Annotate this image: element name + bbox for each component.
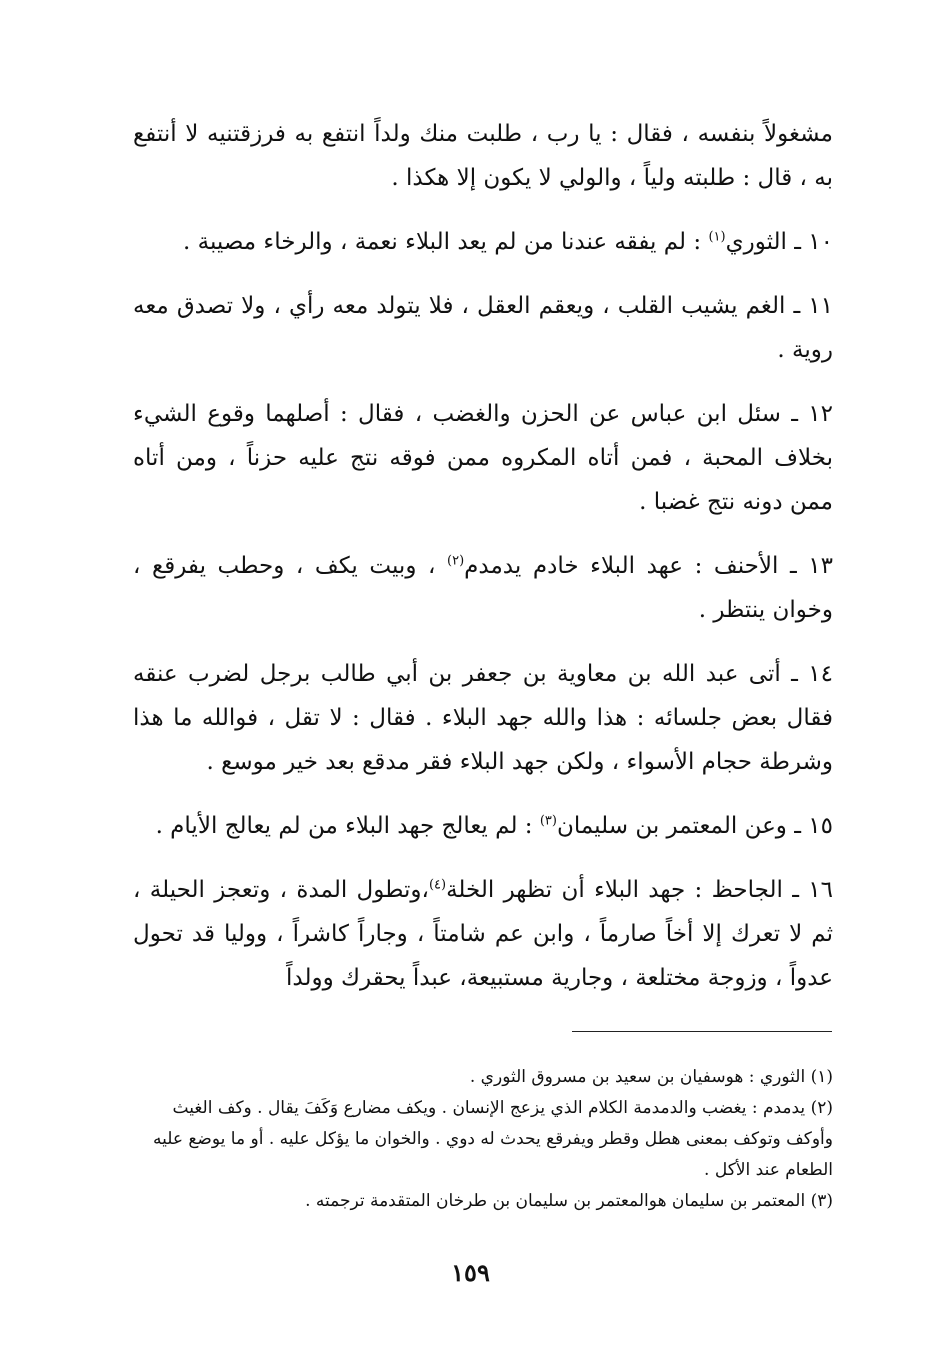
page-number: ١٥٩: [451, 1258, 490, 1287]
footnote-text: (٣) المعتمر بن سليمان هوالمعتمر بن سليمان بن طرخان المتقدمة ترجمته .: [305, 1191, 833, 1211]
paragraph-11: [133, 284, 833, 372]
footnote-ref-2[interactable]: (٢): [447, 553, 465, 569]
paragraph-continuation: [133, 112, 833, 200]
paragraph-16: [133, 868, 833, 1000]
footnote-ref-1[interactable]: (١): [708, 229, 726, 245]
paragraph-14: [133, 652, 833, 784]
paragraph-10: [133, 220, 833, 264]
footnote-ref-4[interactable]: (٤): [428, 877, 447, 893]
paragraph-text: : لم يفقه عندنا من لم يعد البلاء نعمة ، والرخاء مصيبة .: [183, 229, 709, 255]
footnote-3: [133, 1186, 833, 1217]
paragraph-text: ١١ ـ الغم يشيب القلب ، ويعقم العقل ، فلا يتولد معه رأي ، ولا تصدق معه روية .: [133, 293, 833, 363]
main-text: [133, 112, 833, 1020]
paragraph-15: [133, 804, 833, 848]
paragraph-text: ١٢ ـ سئل ابن عباس عن الحزن والغضب ، فقال : أصلهما وقوع الشيء بخلاف المحبة ، فمن أتاه المكروه ممن فوقه نتج عليه حزناً ، ومن أتاه ممن دونه نتج غضبا .: [133, 401, 833, 515]
paragraph-text: ١٤ ـ أتى عبد الله بن معاوية بن جعفر بن أبي طالب برجل لضرب عنقه فقال بعض جلسائه : هذا والله جهد البلاء . فقال : لا تقل ، فوالله ما هذا وشرطة حجام الأسواء ، ولكن جهد البلاء فقر مدقع بعد خير موسع .: [133, 661, 833, 775]
paragraph-text: مشغولاً بنفسه ، فقال : يا رب ، طلبت منك ولداً انتفع به فرزقتنيه لا أنتفع به ، قال : طلبته ولياً ، والولي لا يكون إلا هكذا .: [133, 121, 833, 191]
paragraph-13: [133, 544, 833, 632]
paragraph-text: : لم يعالج جهد البلاء من لم يعالج الأيام .: [155, 813, 540, 839]
footnote-ref-3[interactable]: (٣): [539, 813, 557, 829]
paragraph-text: ،وتطول المدة ، وتعجز الحيلة ، ثم لا تعرك إلا أخاً صارماً ، وابن عم شامتاً ، وجاراً كاشراً ، ووليا قد تحول عدواً ، وزوجة مختلعة ، وجارية مستبيعة، عبداً يحقرك وولداً: [133, 877, 833, 991]
footnotes: [133, 1062, 833, 1217]
paragraph-text: ١٣ ـ الأحنف : عهد البلاء خادم يدمدم: [464, 553, 833, 579]
paragraph-text: ، وبيت يكف ، وحطب يفرقع ، وخوان ينتظر .: [133, 553, 833, 623]
paragraph-12: [133, 392, 833, 524]
footnote-2: [133, 1093, 833, 1186]
footnote-text: (٢) يدمدم : يغضب والدمدمة الكلام الذي يزعج الإنسان . ويكف مضارع وَكَفَ يقال . وكف الغيث وأوكف وتوكف بمعنى هطل وقطر ويفرقع يحدث له دوي . والخوان ما يؤكل عليه . أو ما يوضع عليه الطعام عند الأكل .: [152, 1098, 833, 1180]
footnote-text: (١) الثوري : هوسفيان بن سعيد بن مسروق الثوري .: [469, 1067, 833, 1087]
paragraph-text: ١٥ ـ وعن المعتمر بن سليمان: [556, 813, 833, 839]
footnote-1: [133, 1062, 833, 1093]
footnote-separator: [572, 1031, 832, 1032]
paragraph-text: ١٠ ـ الثوري: [725, 229, 833, 255]
paragraph-text: ١٦ ـ الجاحظ : جهد البلاء أن تظهر الخلة: [446, 877, 833, 903]
